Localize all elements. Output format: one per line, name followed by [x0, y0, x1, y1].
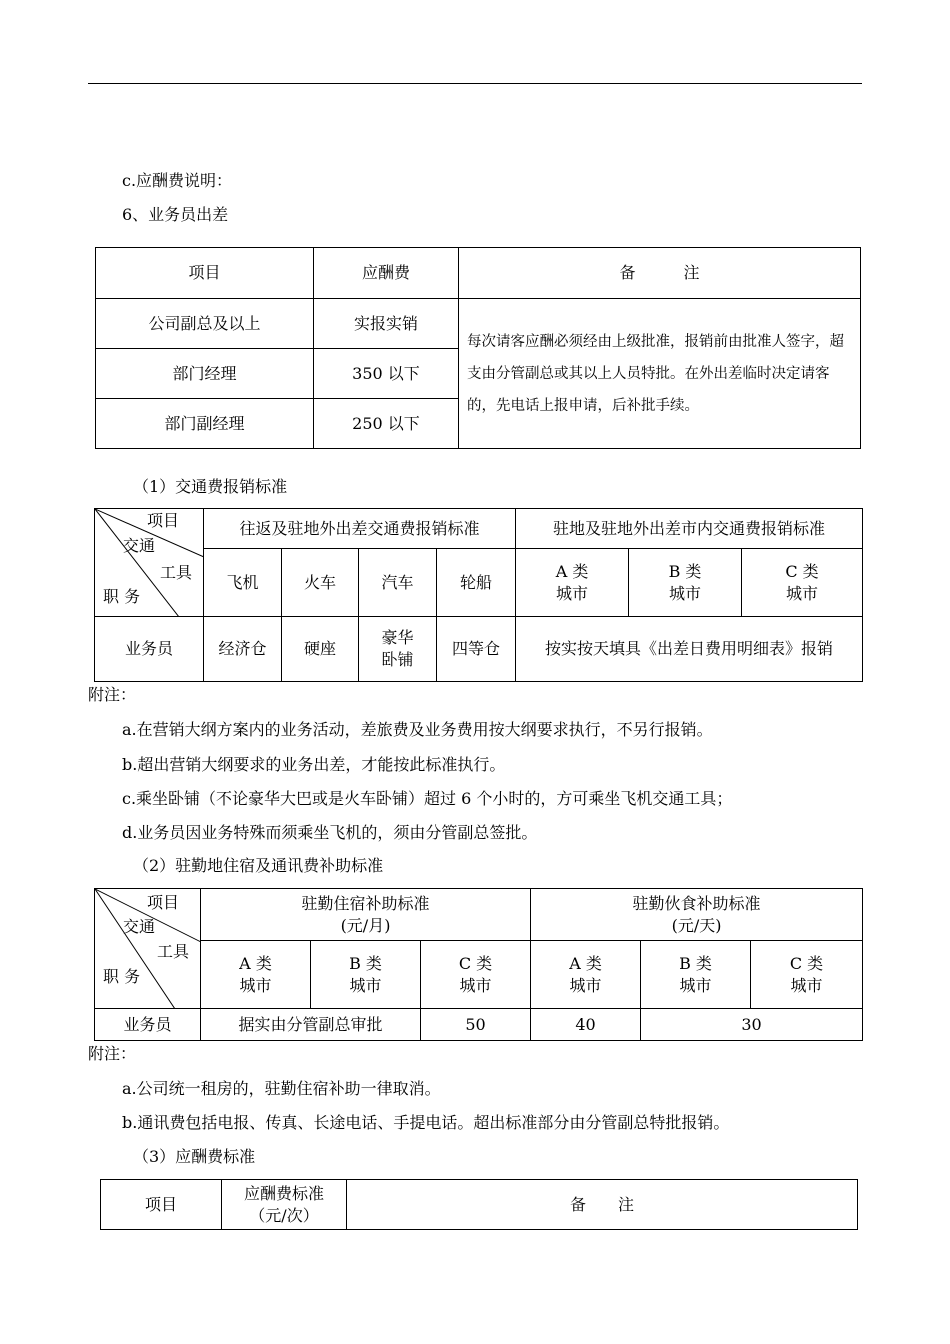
row-fee: 350 以下 [314, 349, 459, 399]
city-class: B 类 [668, 561, 702, 581]
meal-a-value: 40 [531, 1009, 641, 1041]
note-2-title: 附注： [88, 1044, 137, 1063]
group-meals-title: 驻勤伙食补助标准 [632, 893, 761, 913]
transport-fee-table [94, 508, 863, 682]
note-1-item: d.业务员因业务特殊而须乘坐飞机的，须由分管副总签批。 [122, 823, 538, 842]
city-word: 城市 [239, 975, 272, 995]
city-word: 城市 [556, 583, 589, 603]
subsection-3-title: （3）应酬费标准 [133, 1147, 256, 1166]
city-class: A 类 [569, 953, 602, 973]
tool-train: 火车 [282, 549, 359, 617]
note-1-item: c.乘坐卧铺（不论豪华大巴或是火车卧铺）超过 6 个小时的，方可乘坐飞机交通工具； [122, 789, 733, 808]
city-b [629, 549, 742, 617]
tool-bus: 汽车 [359, 549, 437, 617]
diag-item-label: 项目 [147, 511, 180, 530]
city-word: 城市 [569, 975, 602, 995]
role-cell: 业务员 [95, 617, 204, 682]
diag-transport-label: 交通 [123, 536, 156, 555]
lodging-c-value: 50 [421, 1009, 531, 1041]
ship-class: 四等仓 [437, 617, 516, 682]
note-1-item: b.超出营销大纲要求的业务出差，才能按此标准执行。 [122, 755, 506, 774]
note-2-item: b.通讯费包括电报、传真、长途电话、手提电话。超出标准部分由分管副总特批报销。 [122, 1113, 730, 1132]
note-1-title: 附注： [88, 685, 137, 704]
plane-class: 经济仓 [204, 617, 282, 682]
city-class: B 类 [349, 953, 382, 973]
subsection-1-title: （1）交通费报销标准 [133, 477, 288, 496]
city-c [742, 549, 863, 617]
section-6-title: 6、业务员出差 [122, 205, 229, 224]
city-class: B 类 [679, 953, 712, 973]
diag-transport-label: 交通 [123, 917, 156, 936]
city-c [751, 941, 863, 1009]
diag-duty-label: 职 务 [103, 587, 141, 606]
group-meals [531, 889, 863, 941]
tool-ship: 轮船 [437, 549, 516, 617]
city-c [421, 941, 531, 1009]
diagonal-header-cell [95, 889, 201, 1009]
section-c-label: c.应酬费说明： [122, 171, 233, 190]
city-class: A 类 [555, 561, 589, 581]
header-remark: 备 注 [347, 1180, 858, 1230]
meal-bc-value: 30 [641, 1009, 863, 1041]
header-rule [88, 83, 862, 84]
train-class: 硬座 [282, 617, 359, 682]
header-standard-title: 应酬费标准 [243, 1183, 324, 1203]
row-fee: 250 以下 [314, 399, 459, 449]
city-reimbursement-rule: 按实按天填具《出差日费用明细表》报销 [516, 617, 863, 682]
city-a [201, 941, 311, 1009]
diagonal-header-cell [95, 509, 204, 617]
diag-tool-label: 工具 [157, 942, 190, 961]
row-fee: 实报实销 [314, 299, 459, 349]
lodging-ab-value: 据实由分管副总审批 [201, 1009, 421, 1041]
subsection-2-title: （2）驻勤地住宿及通讯费补助标准 [133, 856, 384, 875]
header-standard [222, 1180, 347, 1230]
row-item: 部门副经理 [96, 399, 314, 449]
city-class: C 类 [458, 953, 493, 973]
group-local: 驻地及驻地外出差市内交通费报销标准 [516, 509, 863, 549]
city-b [311, 941, 421, 1009]
city-word: 城市 [459, 975, 492, 995]
group-lodging-unit: (元/月) [340, 915, 391, 935]
city-class: C 类 [789, 953, 824, 973]
entertainment-fee-table [95, 247, 861, 449]
tool-plane: 飞机 [204, 549, 282, 617]
city-word: 城市 [349, 975, 382, 995]
header-item: 项目 [96, 248, 314, 299]
city-a [516, 549, 629, 617]
role-cell: 业务员 [95, 1009, 201, 1041]
group-lodging [201, 889, 531, 941]
header-remark: 备 注 [459, 248, 861, 299]
city-word: 城市 [790, 975, 823, 995]
header-standard-unit: （元/次） [249, 1205, 319, 1225]
remark-text: 每次请客应酬必须经由上级批准，报销前由批准人签字，超支由分管副总或其以上人员特批。在外出差临时决定请客的，先电话上报申请，后补批手续。 [459, 299, 861, 449]
diag-item-label: 项目 [147, 893, 180, 912]
city-a [531, 941, 641, 1009]
allowance-table [94, 888, 863, 1041]
bus-class-l1: 豪华 [381, 628, 414, 647]
city-b [641, 941, 751, 1009]
bus-class [359, 617, 437, 682]
city-word: 城市 [786, 583, 819, 603]
bus-class-l2: 卧铺 [381, 650, 414, 669]
city-word: 城市 [669, 583, 702, 603]
group-meals-unit: (元/天) [671, 915, 722, 935]
row-item: 公司副总及以上 [96, 299, 314, 349]
diag-duty-label: 职 务 [103, 967, 141, 986]
group-long-distance: 往返及驻地外出差交通费报销标准 [204, 509, 516, 549]
header-fee: 应酬费 [314, 248, 459, 299]
row-item: 部门经理 [96, 349, 314, 399]
city-class: A 类 [239, 953, 272, 973]
diag-tool-label: 工具 [160, 563, 193, 582]
city-word: 城市 [679, 975, 712, 995]
entertainment-standard-table [100, 1179, 858, 1230]
group-lodging-title: 驻勤住宿补助标准 [301, 893, 430, 913]
header-item: 项目 [101, 1180, 222, 1230]
note-2-item: a.公司统一租房的，驻勤住宿补助一律取消。 [122, 1079, 441, 1098]
note-1-item: a.在营销大纲方案内的业务活动，差旅费及业务费用按大纲要求执行，不另行报销。 [122, 720, 713, 739]
city-class: C 类 [785, 561, 819, 581]
